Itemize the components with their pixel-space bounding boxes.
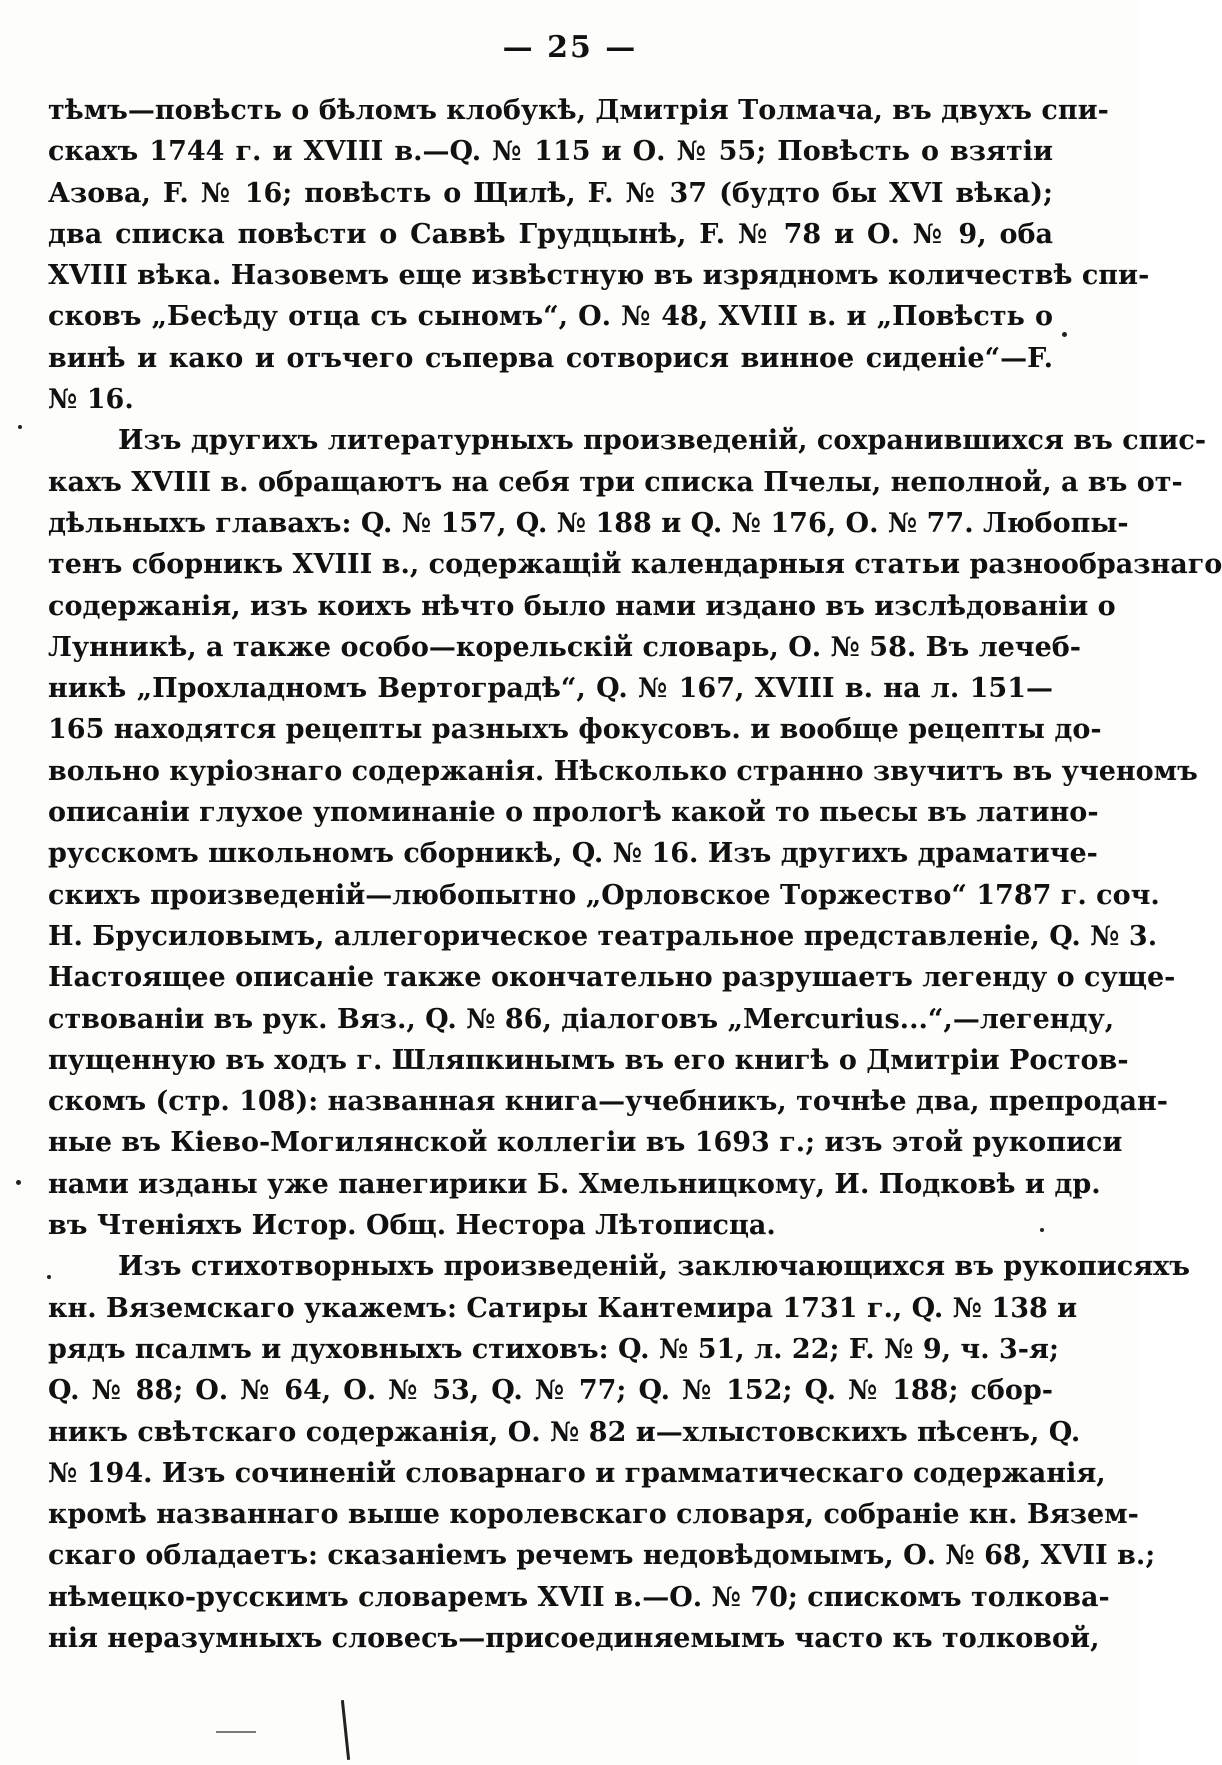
text-line: Изъ другихъ литературныхъ произведеній, сохранившихся въ спис- bbox=[118, 425, 1207, 457]
scan-speck bbox=[47, 1275, 51, 1279]
text-line: № 16. bbox=[48, 384, 134, 416]
text-line: нѣмецко-русскимъ словаремъ XVII в.—О. № 70; спискомъ толкова- bbox=[48, 1581, 1110, 1613]
text-line: тенъ сборникъ XVIII в., содержащій календарныя статьи разнообразнаго bbox=[48, 549, 1222, 581]
text-line: два списка повѣсти о Саввѣ Грудцынѣ, F. № 78 и О. № 9, оба bbox=[48, 218, 1053, 250]
text-line: пущенную въ ходъ г. Шляпкинымъ въ его книгѣ о Дмитріи Ростов- bbox=[48, 1044, 1129, 1076]
text-line: дѣльныхъ главахъ: Q. № 157, Q. № 188 и Q. № 176, О. № 77. Любопы- bbox=[48, 507, 1129, 539]
text-line: скомъ (стр. 108): названная книга—учебникъ, точнѣе два, препродан- bbox=[48, 1086, 1168, 1118]
text-line: рядъ псалмъ и духовныхъ стиховъ: Q. № 51, л. 22; F. № 9, ч. 3-я; bbox=[48, 1333, 1059, 1365]
text-line: винѣ и како и отъчего съперва сотворися винное сиденіе“—F. bbox=[48, 342, 1053, 374]
paragraph bbox=[48, 90, 1150, 420]
text-line: Изъ стихотворныхъ произведеній, заключающихся въ рукописяхъ bbox=[118, 1251, 1190, 1283]
text-line: русскомъ школьномъ сборникѣ, Q. № 16. Изъ другихъ драматиче- bbox=[48, 838, 1098, 870]
scan-stroke bbox=[216, 1731, 256, 1733]
text-line: ные въ Кіево-Могилянской коллегіи въ 1693 г.; изъ этой рукописи bbox=[48, 1127, 1123, 1159]
text-line: ствованіи въ рук. Вяз., Q. № 86, діалоговъ „Mercurius...“,—легенду, bbox=[48, 1003, 1115, 1035]
scan-stroke bbox=[341, 1700, 350, 1760]
text-line: скахъ 1744 г. и XVIII в.—Q. № 115 и О. № 55; Повѣсть о взятіи bbox=[48, 136, 1053, 168]
text-line: содержанія, изъ коихъ нѣчто было нами издано въ изслѣдованіи о bbox=[48, 590, 1116, 622]
text-line: никъ свѣтскаго содержанія, О. № 82 и—хлыстовскихъ пѣсенъ, Q. bbox=[48, 1416, 1081, 1448]
text-line: скаго обладаетъ: сказаніемъ речемъ недовѣдомымъ, О. № 68, XVII в.; bbox=[48, 1540, 1156, 1572]
main-text bbox=[48, 90, 1222, 1659]
text-line: нія неразумныхъ словесъ—присоединяемымъ часто къ толковой, bbox=[48, 1622, 1100, 1654]
text-line: Н. Брусиловымъ, аллегорическое театральное представленіе, Q. № 3. bbox=[48, 920, 1158, 952]
text-line: Q. № 88; О. № 64, О. № 53, Q. № 77; Q. № 152; Q. № 188; сбор- bbox=[48, 1375, 1053, 1407]
text-line: Азова, F. № 16; повѣсть о Щилѣ, F. № 37 (будто бы XVI вѣка); bbox=[48, 177, 1053, 209]
text-line: никѣ „Прохладномъ Вертоградѣ“, Q. № 167, XVIII в. на л. 151— bbox=[48, 673, 1053, 705]
scan-speck bbox=[16, 1180, 21, 1185]
text-line: тѣмъ—повѣсть о бѣломъ клобукѣ, Дмитрія Толмача, въ двухъ спи- bbox=[48, 95, 1109, 126]
text-line: кромѣ названнаго выше королевскаго словаря, собраніе кн. Вязем- bbox=[48, 1499, 1139, 1531]
text-line: № 194. Изъ сочиненій словарнаго и грамматическаго содержанія, bbox=[48, 1457, 1106, 1489]
scan-speck bbox=[1040, 1228, 1044, 1232]
text-line: кн. Вяземскаго укажемъ: Сатиры Кантемира 1731 г., Q. № 138 и bbox=[48, 1292, 1078, 1324]
text-line: вольно куріознаго содержанія. Нѣсколько странно звучитъ въ ученомъ bbox=[48, 755, 1198, 787]
paragraph bbox=[48, 420, 1222, 1246]
text-line: кахъ XVIII в. обращаютъ на себя три списка Пчелы, неполной, а въ от- bbox=[48, 466, 1183, 498]
text-line: въ Чтеніяхъ Истор. Общ. Нестора Лѣтописца. bbox=[48, 1210, 776, 1242]
paragraph bbox=[48, 1246, 1190, 1659]
scan-speck bbox=[1062, 332, 1067, 337]
text-line: XVIII вѣка. Назовемъ еще извѣстную въ изрядномъ количествѣ спи- bbox=[48, 260, 1150, 292]
text-line: Лунникѣ, а также особо—корельскій словарь, О. № 58. Въ лечеб- bbox=[48, 631, 1081, 663]
page-number: — 25 — bbox=[502, 30, 638, 65]
text-line: Настоящее описаніе также окончательно разрушаетъ легенду о суще- bbox=[48, 962, 1176, 994]
text-line: 165 находятся рецепты разныхъ фокусовъ. и вообще рецепты до- bbox=[48, 714, 1102, 746]
text-line: скихъ произведеній—любопытно „Орловское Торжество“ 1787 г. соч. bbox=[48, 879, 1160, 911]
text-line: нами изданы уже панегирики Б. Хмельницкому, И. Подковѣ и др. bbox=[48, 1168, 1101, 1200]
text-line: описаніи глухое упоминаніе о прологѣ какой то пьесы въ латино- bbox=[48, 797, 1099, 829]
text-line: сковъ „Бесѣду отца съ сыномъ“, О. № 48, XVIII в. и „Повѣсть о bbox=[48, 301, 1053, 333]
scan-speck bbox=[18, 425, 22, 429]
